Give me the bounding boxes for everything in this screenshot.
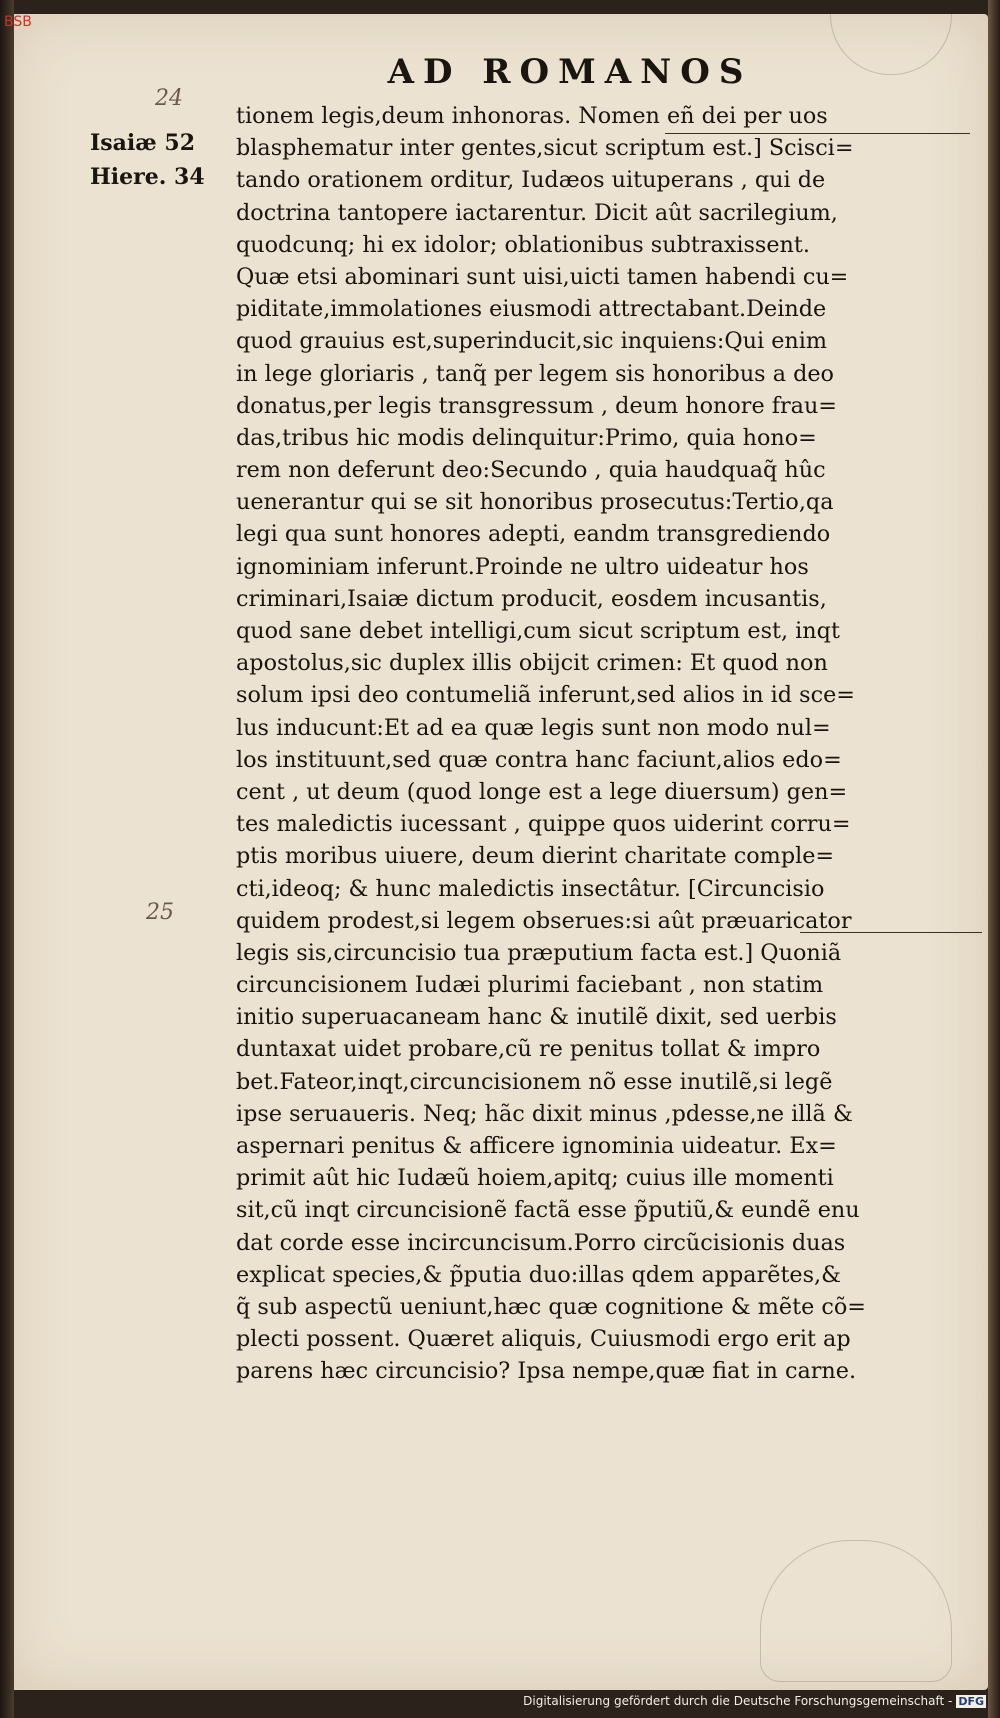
- text-line: lus inducunt:Et ad ea quæ legis sunt non modo nul=: [236, 714, 831, 741]
- text-line: uenerantur qui se sit honoribus prosecutus:Tertio,qa: [236, 489, 834, 516]
- text-line: tando orationem orditur, Iudæos uituperans , qui de: [236, 167, 826, 194]
- text-line: tionem legis,deum inhonoras. Nomen eñ dei per uos: [236, 103, 828, 129]
- text-line: blasphematur inter gentes,sicut scriptum est.] Scisci=: [236, 135, 854, 162]
- text-line: rem non deferunt deo:Secundo , quia haudquaq̃ hûc: [236, 457, 826, 484]
- digitization-footer: [523, 1694, 986, 1708]
- text-line: piditate,immolationes eiusmodi attrectabant.Deinde: [236, 296, 827, 323]
- text-line: parens hæc circuncisio? Ipsa nempe,quæ fiat in carne.: [236, 1358, 857, 1385]
- text-line: das,tribus hic modis delinquitur:Primo, quia hono=: [236, 424, 817, 451]
- text-line: legi qua sunt honores adepti, eandm transgrediendo: [236, 521, 831, 548]
- text-line: tes maledictis iucessant , quippe quos uiderint corru=: [236, 811, 851, 838]
- running-head: AD ROMANOS: [387, 52, 753, 92]
- text-line: criminari,Isaiæ dictum producit, eosdem incusantis,: [236, 585, 827, 612]
- text-line: cent , ut deum (quod longe est a lege diuersum) gen=: [236, 778, 848, 805]
- text-line: bet.Fateor,inqt,circuncisionem nõ esse inutilẽ,si legẽ: [236, 1068, 833, 1095]
- text-line: initio superuacaneam hanc & inutilẽ dixit, sed uerbis: [236, 1004, 837, 1031]
- text-line: ignominiam inferunt.Proinde ne ultro uideatur hos: [236, 553, 809, 580]
- text-line: los instituunt,sed quæ contra hanc faciunt,alios edo=: [236, 746, 842, 773]
- book-binding-edge: [0, 0, 14, 1718]
- text-line: apostolus,sic duplex illis obijcit crimen: Et quod non: [236, 650, 828, 677]
- text-line: dat corde esse incircuncisum.Porro circũcisionis duas: [236, 1229, 846, 1256]
- text-line: Quæ etsi abominari sunt uisi,uicti tamen habendi cu=: [236, 263, 849, 290]
- library-stamp: BSB: [4, 14, 32, 30]
- text-line: doctrina tantopere iactarentur. Dicit aût sacrilegium,: [236, 199, 838, 226]
- text-line: ipse seruaueris. Neq; hãc dixit minus ,pdesse,ne illã &: [236, 1100, 853, 1127]
- text-line: quod grauius est,superinducit,sic inquiens:Qui enim: [236, 328, 828, 355]
- main-text-block: [236, 100, 968, 1388]
- text-line: in lege gloriaris , tanq̃ per legem sis honoribus a deo: [236, 360, 834, 387]
- handwritten-note: 24: [155, 86, 183, 111]
- dfg-logo: DFG: [958, 1695, 984, 1708]
- text-line: q̃ sub aspectũ ueniunt,hæc quæ cognitione & mẽte cõ=: [236, 1293, 866, 1320]
- text-line: duntaxat uidet probare,cũ re penitus tollat & impro: [236, 1036, 821, 1063]
- text-line: ptis moribus uiuere, deum dierint charitate comple=: [236, 843, 835, 870]
- text-line: cti,ideoq; & hunc maledictis insectâtur. [Circuncisio: [236, 875, 825, 902]
- text-line: quodcunq; hi ex idolor; oblationibus subtraxissent.: [236, 231, 810, 258]
- text-line: donatus,per legis transgressum , deum honore frau=: [236, 392, 837, 419]
- text-line: plecti possent. Quæret aliquis, Cuiusmodi ergo erit ap: [236, 1326, 851, 1353]
- text-line: aspernari penitus & afficere ignominia uideatur. Ex=: [236, 1133, 837, 1159]
- text-line: quidem prodest,si legem obserues:si aût præuaricator: [236, 907, 852, 934]
- text-line: sit,cũ inqt circuncisionẽ factã esse p̃putiũ,& eundẽ enu: [236, 1197, 860, 1224]
- page-fore-edge: [988, 0, 1000, 1718]
- margin-reference: Hiere. 34: [90, 164, 205, 190]
- text-line: solum ipsi deo contumeliã inferunt,sed alios in id sce=: [236, 682, 855, 709]
- margin-reference: Isaiæ 52: [90, 130, 196, 156]
- text-line: explicat species,& p̃putia duo:illas qdem apparẽtes,&: [236, 1261, 841, 1288]
- text-line: legis sis,circuncisio tua præputium facta est.] Quoniã: [236, 939, 842, 966]
- handwritten-note: 25: [146, 900, 174, 925]
- text-line: quod sane debet intelligi,cum sicut scriptum est, inqt: [236, 618, 840, 644]
- text-line: circuncisionem Iudæi plurimi faciebant , non statim: [236, 972, 824, 999]
- footer-text: Digitalisierung gefördert durch die Deutsche Forschungsgemeinschaft -: [523, 1694, 953, 1708]
- text-line: primit aût hic Iudæũ hoiem,apitq; cuius ille momenti: [236, 1165, 834, 1192]
